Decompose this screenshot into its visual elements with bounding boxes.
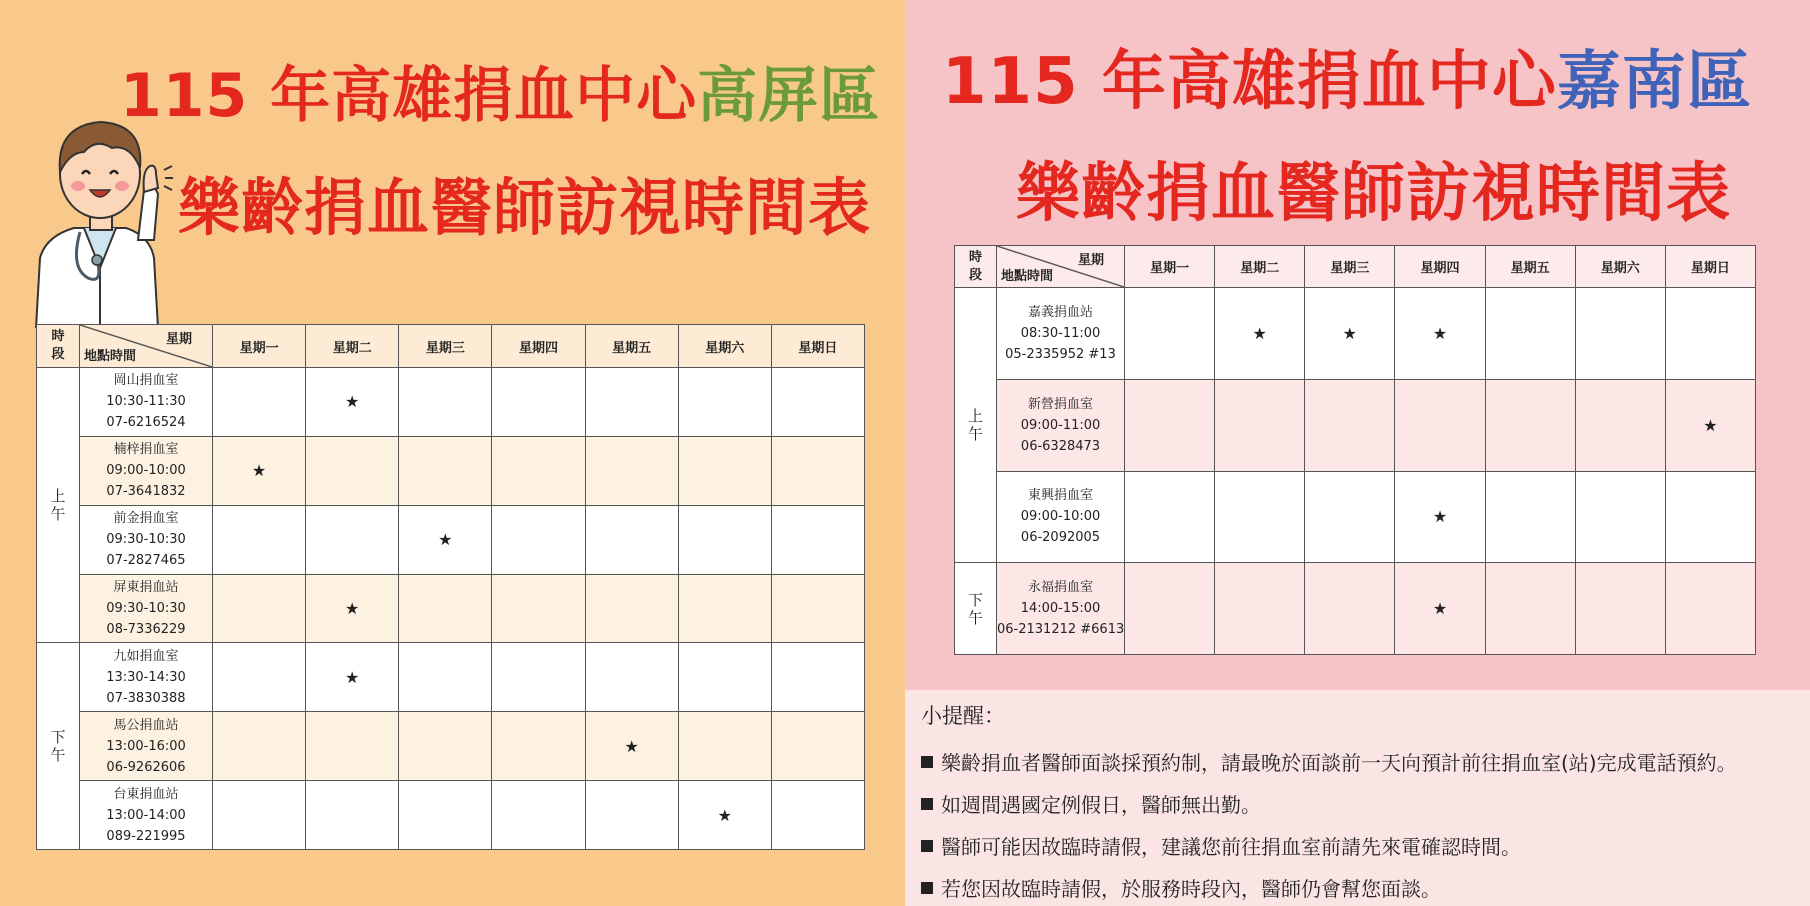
empty-cell — [1215, 471, 1305, 563]
table-row — [955, 379, 1756, 471]
table-row — [37, 781, 865, 850]
right-title-line2: 樂齡捐血醫師訪視時間表 — [1016, 157, 1731, 231]
empty-cell — [213, 505, 306, 574]
right-region-name: 嘉南區 — [1556, 45, 1752, 119]
empty-cell — [678, 505, 771, 574]
empty-cell — [1215, 379, 1305, 471]
empty-cell — [771, 436, 864, 505]
empty-cell — [492, 505, 585, 574]
empty-cell — [492, 574, 585, 643]
empty-cell — [1575, 288, 1665, 380]
bullet-square-icon — [921, 798, 933, 810]
empty-cell — [399, 436, 492, 505]
day-header: 星期三 — [399, 325, 492, 368]
empty-cell — [492, 781, 585, 850]
empty-cell — [678, 574, 771, 643]
bullet-square-icon — [921, 840, 933, 852]
day-header: 星期四 — [492, 325, 585, 368]
empty-cell — [1125, 288, 1215, 380]
empty-cell — [771, 368, 864, 437]
empty-cell — [771, 781, 864, 850]
location-time-label: 地點時間 — [1001, 269, 1054, 284]
empty-cell — [771, 574, 864, 643]
table-row — [37, 712, 865, 781]
right-schedule-table — [954, 245, 1756, 655]
empty-cell — [1125, 379, 1215, 471]
empty-cell — [1125, 563, 1215, 655]
star-icon: ★ — [717, 805, 732, 825]
day-header: 星期一 — [1125, 246, 1215, 288]
empty-cell — [585, 781, 678, 850]
empty-cell — [1485, 379, 1575, 471]
empty-cell — [399, 368, 492, 437]
notes-list — [921, 742, 1801, 906]
visit-star-cell — [1395, 288, 1485, 380]
table-row — [37, 643, 865, 712]
day-label: 星期 — [1077, 253, 1104, 268]
table-row — [37, 574, 865, 643]
table-row — [37, 436, 865, 505]
day-header: 星期三 — [1305, 246, 1395, 288]
visit-star-cell — [678, 781, 771, 850]
empty-cell — [399, 574, 492, 643]
empty-cell — [306, 712, 399, 781]
day-location-header — [997, 246, 1125, 288]
day-header: 星期五 — [1485, 246, 1575, 288]
period-morning: 上 午 — [955, 288, 997, 563]
period-morning: 上 午 — [37, 368, 80, 643]
star-icon: ★ — [1703, 415, 1718, 435]
notes-title: 小提醒： — [921, 704, 1005, 728]
star-icon: ★ — [1432, 323, 1448, 343]
empty-cell — [213, 643, 306, 712]
empty-cell — [585, 505, 678, 574]
location-cell: 楠梓捐血室 09:00-10:00 07-3641832 — [80, 436, 213, 505]
doctor-illustration — [26, 108, 176, 328]
star-icon: ★ — [624, 736, 639, 756]
empty-cell — [1485, 563, 1575, 655]
empty-cell — [492, 436, 585, 505]
empty-cell — [213, 781, 306, 850]
period-header: 時 段 — [37, 325, 80, 368]
left-title-line1: 115 年高雄捐血中心高屏區 — [120, 61, 881, 131]
location-cell: 岡山捐血室 10:30-11:30 07-6216524 — [80, 368, 213, 437]
empty-cell — [585, 436, 678, 505]
empty-cell — [1305, 379, 1395, 471]
day-header: 星期二 — [1215, 246, 1305, 288]
table-row — [37, 505, 865, 574]
empty-cell — [399, 781, 492, 850]
star-icon: ★ — [251, 461, 267, 481]
empty-cell — [306, 436, 399, 505]
bullet-square-icon — [921, 882, 933, 894]
empty-cell — [1125, 471, 1215, 563]
location-cell: 新營捐血室 09:00-11:00 06-6328473 — [997, 379, 1125, 471]
star-icon: ★ — [345, 667, 360, 687]
period-header: 時 段 — [955, 246, 997, 288]
day-header: 星期四 — [1395, 246, 1485, 288]
empty-cell — [1665, 563, 1755, 655]
left-region-name: 高屏區 — [697, 61, 881, 131]
empty-cell — [1665, 288, 1755, 380]
day-header: 星期日 — [771, 325, 864, 368]
empty-cell — [399, 643, 492, 712]
empty-cell — [585, 368, 678, 437]
star-icon: ★ — [438, 530, 453, 550]
location-time-label: 地點時間 — [84, 349, 137, 364]
empty-cell — [585, 643, 678, 712]
star-icon: ★ — [1252, 323, 1267, 343]
table-row — [955, 563, 1756, 655]
left-title-line2: 樂齡捐血醫師訪視時間表 — [178, 171, 872, 244]
visit-star-cell — [1665, 379, 1755, 471]
visit-star-cell — [1395, 563, 1485, 655]
visit-star-cell — [306, 643, 399, 712]
location-cell: 永福捐血室 14:00-15:00 06-2131212 #6613 — [997, 563, 1125, 655]
visit-star-cell — [1305, 288, 1395, 380]
empty-cell — [492, 712, 585, 781]
visit-star-cell — [306, 368, 399, 437]
table-row — [37, 368, 865, 437]
empty-cell — [1485, 288, 1575, 380]
empty-cell — [492, 643, 585, 712]
day-label: 星期 — [165, 332, 192, 347]
table-row — [955, 471, 1756, 563]
visit-star-cell — [399, 505, 492, 574]
day-header: 星期二 — [306, 325, 399, 368]
day-header: 星期六 — [1575, 246, 1665, 288]
empty-cell — [1575, 563, 1665, 655]
day-header: 星期六 — [678, 325, 771, 368]
empty-cell — [1575, 379, 1665, 471]
visit-star-cell — [1395, 471, 1485, 563]
note-item: 醫師可能因故臨時請假，建議您前往捐血室前請先來電確認時間。 — [921, 826, 1801, 868]
empty-cell — [678, 712, 771, 781]
empty-cell — [678, 643, 771, 712]
period-afternoon: 下 午 — [955, 563, 997, 655]
note-item: 樂齡捐血者醫師面談採預約制，請最晚於面談前一天向預計前往捐血室(站)完成電話預約。 — [921, 742, 1801, 784]
empty-cell — [213, 574, 306, 643]
location-cell: 東興捐血室 09:00-10:00 06-2092005 — [997, 471, 1125, 563]
location-cell: 前金捐血室 09:30-10:30 07-2827465 — [80, 505, 213, 574]
empty-cell — [1485, 471, 1575, 563]
location-cell: 嘉義捐血站 08:30-11:00 05-2335952 #13 — [997, 288, 1125, 380]
empty-cell — [1305, 563, 1395, 655]
location-cell: 馬公捐血站 13:00-16:00 06-9262606 — [80, 712, 213, 781]
location-cell: 台東捐血站 13:00-14:00 089-221995 — [80, 781, 213, 850]
day-header: 星期五 — [585, 325, 678, 368]
day-header: 星期一 — [213, 325, 306, 368]
empty-cell — [492, 368, 585, 437]
empty-cell — [1215, 563, 1305, 655]
location-cell: 九如捐血室 13:30-14:30 07-3830388 — [80, 643, 213, 712]
empty-cell — [678, 436, 771, 505]
star-icon: ★ — [345, 392, 360, 412]
empty-cell — [306, 781, 399, 850]
day-header: 星期日 — [1665, 246, 1755, 288]
note-item: 如週間遇國定例假日，醫師無出勤。 — [921, 784, 1801, 826]
empty-cell — [771, 643, 864, 712]
empty-cell — [1575, 471, 1665, 563]
note-item: 若您因故臨時請假，於服務時段內，醫師仍會幫您面談。 — [921, 868, 1801, 906]
empty-cell — [678, 368, 771, 437]
empty-cell — [1665, 471, 1755, 563]
empty-cell — [771, 505, 864, 574]
empty-cell — [1305, 471, 1395, 563]
empty-cell — [399, 712, 492, 781]
right-title-line1: 115 年高雄捐血中心嘉南區 — [942, 45, 1752, 119]
empty-cell — [213, 712, 306, 781]
empty-cell — [213, 368, 306, 437]
star-icon: ★ — [345, 598, 360, 618]
star-icon: ★ — [1432, 599, 1448, 619]
day-location-header — [80, 325, 213, 368]
empty-cell — [771, 712, 864, 781]
reminder-notes — [921, 700, 1801, 906]
empty-cell — [306, 505, 399, 574]
visit-star-cell — [306, 574, 399, 643]
empty-cell — [585, 574, 678, 643]
empty-cell — [1395, 379, 1485, 471]
visit-star-cell — [213, 436, 306, 505]
star-icon: ★ — [1342, 323, 1358, 343]
bullet-square-icon — [921, 756, 933, 768]
period-afternoon: 下 午 — [37, 643, 80, 850]
table-row — [955, 288, 1756, 380]
visit-star-cell — [585, 712, 678, 781]
star-icon: ★ — [1432, 507, 1448, 527]
visit-star-cell — [1215, 288, 1305, 380]
left-schedule-table — [36, 324, 865, 850]
location-cell: 屏東捐血站 09:30-10:30 08-7336229 — [80, 574, 213, 643]
